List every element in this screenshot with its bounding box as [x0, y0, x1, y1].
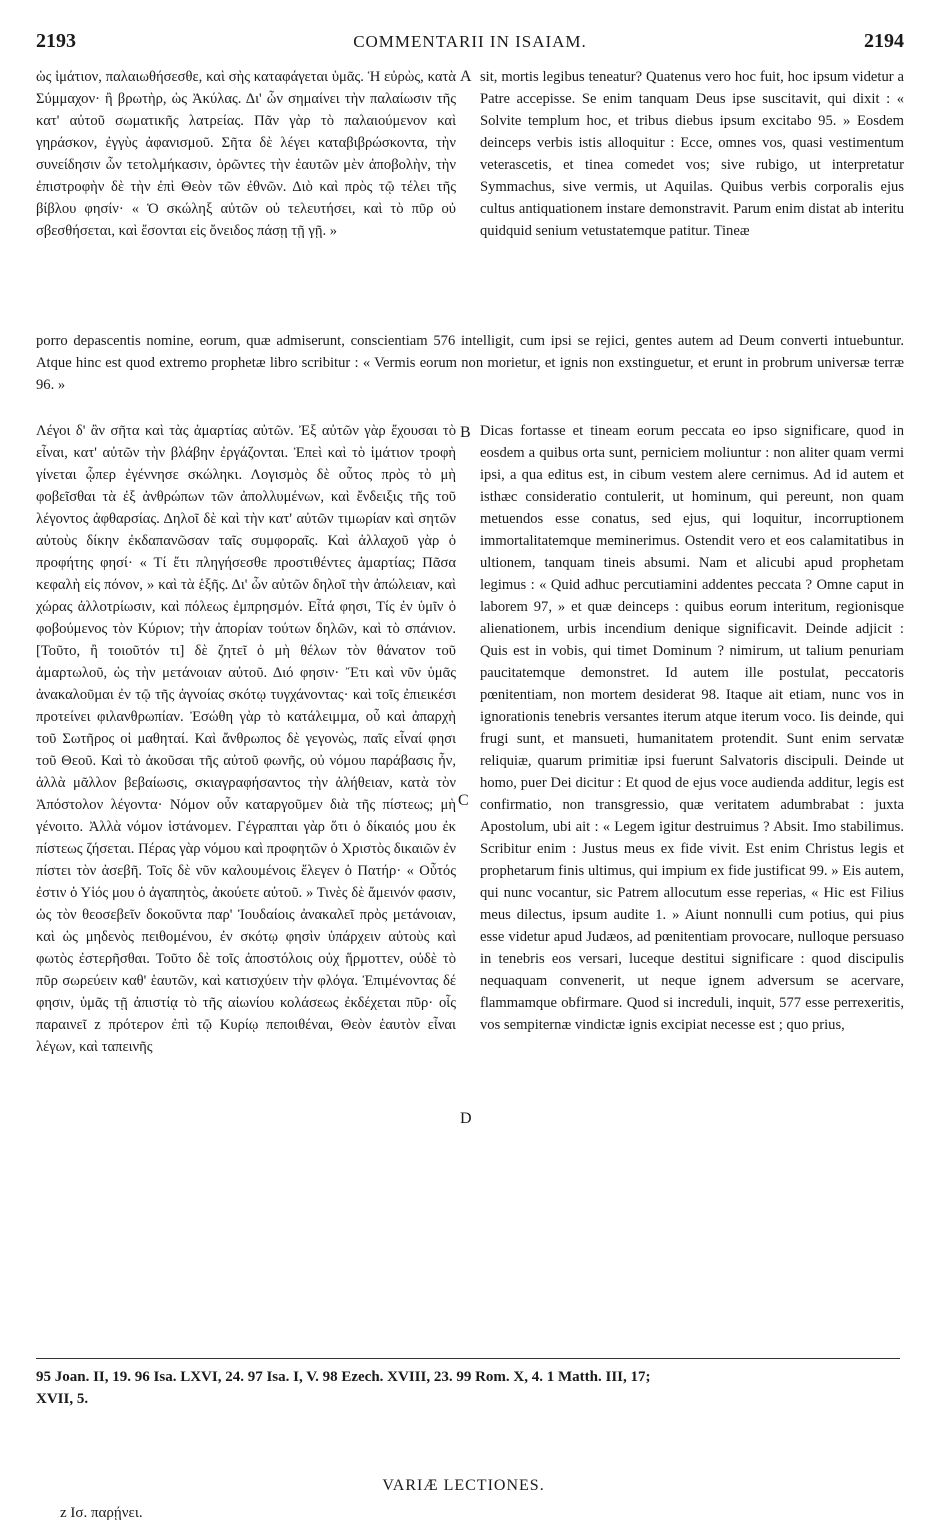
footnotes-line-2: XVII, 5.: [36, 1391, 89, 1407]
page-header: [36, 30, 904, 60]
footnotes-line-1: 95 Joan. II, 19. 96 Isa. LXVI, 24. 97 Isa. I, V. 98 Ezech. XVIII, 23. 99 Rom. X, 4. 1 Matth. III, 17;: [36, 1369, 651, 1385]
variae-lectiones-note: z Ισ. παρῄνει.: [60, 1505, 143, 1521]
greek-column-top: ὡς ἱμάτιον, παλαιωθήσεσθε, καὶ σὴς καταφάγεται ὑμᾶς. Ἡ εὐρὼς, κατὰ Σύμμαχον· ἢ βρωτὴρ, ὡς Ἀκύλας. Δι' ὧν σημαίνει τὴν παλαίωσιν τῆς κατ' αὐτοῦ σωματικῆς λατρείας. Πᾶν γὰρ τὸ παλαιούμενον καὶ γηράσκον, ἐγγὺς ἀφανισμοῦ. Σῆτα δὲ λέγει καταβιβρώσκοντα, τὴν συνείδησιν ὧν τετολμήκασιν, ὁρῶντες τὴν ἑαυτῶν μὲν ἀποβολὴν, τὴν ἐπιστροφὴν δὲ τὴν ἐπὶ Θεὸν τῶν ἐθνῶν. Διὸ καὶ πρὸς τῷ τέλει τῆς βίβλου φησίν· « Ὁ σκώληξ αὐτῶν οὐ τελευτήσει, καὶ τὸ πῦρ οὐ σβεσθήσεται, καὶ ἔσονται εἰς ὄνειδος πάσῃ τῇ γῇ. »: [36, 69, 456, 239]
right-page-number: 2194: [864, 30, 904, 52]
margin-marker-c: C: [458, 792, 469, 809]
margin-marker-d: D: [460, 1110, 472, 1127]
margin-marker-a: A: [460, 68, 472, 85]
latin-column-top: sit, mortis legibus teneatur? Quatenus vero hoc fuit, hoc ipsum videtur a Patre accepisse. Se enim tanquam Deus ipse suscitavit, qui dixit : « Solvite templum hoc, et tribus diebus ipsum excitabo 95. » Eosdem deinceps verbis istis alloquitur : Ecce, omnes vos, quasi vestimentum veterascetis, et tinea comedet vos; sive rubigo, ut interpretatur Symmachus, sive vermis, ut Aquilas. Quibus verbis corporalis ejus cultus antiquationem instare demonstravit. Parum enim distat ab interitu quidquid senium vetustatemque patitur. Tineæ: [480, 69, 904, 239]
latin-span-paragraph: porro depascentis nomine, eorum, quæ admiserunt, conscientiam 576 intelligit, cum ipsi se rejici, gentes autem ad Deum converti intuebuntur. Atque hinc est quod extremo prophetæ libro scribitur : « Vermis eorum non morietur, et ignis non exstinguetur, et erunt in probrum universæ terræ 96. »: [36, 333, 904, 393]
footnote-rule: [36, 1358, 900, 1359]
running-title: COMMENTARII IN ISAIAM.: [353, 32, 587, 51]
greek-column-bottom: Λέγοι δ' ἂν σῆτα καὶ τὰς ἁμαρτίας αὐτῶν. Ἐξ αὐτῶν γὰρ ἔχουσαι τὸ εἶναι, κατ' αὐτῶν τὴν βλάβην ἐργάζονται. Ἐπεὶ καὶ τὸ ἱμάτιον τροφὴ γίνεται ᾧπερ ἐγέννησε σκώληκι. Λογισμὸς δὲ οὗτος πρὸς τὸ μὴ φοβεῖσθαι τὰ ἐξ ἀνθρώπων τῶν ἀπολλυμένων, καὶ ἔνδειξις τῆς τοῦ λέγοντος ἀφθαρσίας. Δηλοῖ δὲ καὶ τὴν κατ' αὐτῶν τιμωρίαν καὶ σητῶν αὐτοὺς δίκην ἐκδαπανῶσαν ταῖς συμφοραῖς. Καὶ ἀλλαχοῦ γὰρ ὁ προφήτης φησί· « Τί ἔτι πληγήσεσθε προστιθέντες ἁμαρτίας; Πᾶσα κεφαλὴ εἰς πόνον, » καὶ τὰ ἑξῆς. Δι' ὧν αὐτῶν δηλοῖ τὴν ἀπώλειαν, καὶ χώρας ἀλλοτρίωσιν, καὶ πόλεως ἐμπρησμόν. Εἶτά φησι, Τίς ἐν ὑμῖν ὁ φοβούμενος τὸν Κύριον; τὴν ἀπορίαν τούτων δηλῶν, καὶ τὸ σπάνιον. [Τοῦτο, ἢ τοιοῦτόν τι] δὲ ζητεῖ ὁ μὴ θέλων τὸν θάνατον τοῦ ἁμαρτωλοῦ, ὡς τὴν μετάνοιαν αὐτοῦ. Διό φησιν· Ἔτι καὶ νῦν ὑμᾶς ἀνακαλοῦμαι ἐν τῷ τῆς ἀγνοίας σκότῳ τυγχάνοντας· καὶ τοῖς ἐπιεικέσι προτείνει φιλανθρωπίαν. Ἐσώθη γὰρ τὸ κατάλειμμα, οὗ καὶ ἀπαρχὴ τοῦ Σωτῆρος οἱ μαθηταί. Καὶ ἄνθρωπος δὲ γεγονὼς, παῖς εἶναί φησι τοῦ Θεοῦ. Καὶ τὸ ἀκοῦσαι τῆς αὐτοῦ φωνῆς, οὐ νόμου παράβασις ἦν, ἀλλὰ μᾶλλον βεβαίωσις, σκιαγραφήσαντος τὴν ἀλήθειαν, κατὰ τὸν Ἀπόστολον λέγοντα· Νόμον οὖν καταργοῦμεν διὰ τῆς πίστεως; μὴ γένοιτο. Ἀλλὰ νόμον ἱστάνομεν. Γέγραπται γὰρ ὅτι ὁ δίκαιός μου ἐκ πίστεως ζήσεται. Πέρας γὰρ νόμου καὶ προφητῶν ὁ Χριστὸς δικαιῶν ἐν πίστει τὸν ἀσεβῆ. Τοῖς δὲ νῦν καλουμένοις ἔλεγεν ὁ Πατήρ· « Οὗτός ἐστιν ὁ Υἱός μου ὁ ἀγαπητὸς, ἀκούετε αὐτοῦ. » Τινὲς δὲ ἄμεινόν φασιν, ὡς τὸν θεοσεβεῖν δοκοῦντα παρ' Ἰουδαίοις ἀνακαλεῖ πρὸς μετάνοιαν, καὶ ὡς μηδενὸς πειθομένου, ἐν σκότῳ φησὶν ὑπάρχειν αὐτοὺς καὶ φωτὸς ἐστερῆσθαι. Τοῦτο δὲ τοῖς ἀποστόλοις οὐχ ἥρμοττεν, οὐδὲ τὸ πῦρ σωρεύειν καθ' ἑαυτῶν, καὶ κατισχύειν τὴν φλόγα. Ἐπιμένοντας δέ φησιν, ὑμᾶς τῇ ἀπιστίᾳ τὸ τῆς αἰωνίου κολάσεως ἐκδέχεται πῦρ· οἷς παραινεῖ z πρότερον ἐπὶ τῷ Κυρίῳ πεποιθέναι, Θεὸν ἑαυτὸν εἶναι λέγων, καὶ ταπεινῆς: [36, 423, 456, 1055]
latin-column-bottom: Dicas fortasse et tineam eorum peccata eo ipso significare, quod in eosdem a quibus orta sunt, perniciem moliuntur : non aliter quam vermi ipsi, a qua editus est, in cibum vestem alere cernimus. Ad id autem et isthæc consideratio contulerit, ut hominum, qui pereunt, non quam metuendos esse conatus, sed ejus, qui loquitur, incorruptionem immortalitatemque meminerimus. Ostendit vero et eos calamitatibus in ultionem, tanquam tineis absumi. Nam et alicubi apud prophetam legimus : « Quid adhuc percutiamini addentes peccata ? Omne caput in laborem 97, » et quæ deinceps : quibus eorum interitum, regionisque alienationem, urbis incendium denique significavit. Deinde adjicit : Quis est in vobis, qui timet Dominum ? nimirum, ut talium penuriam paucitatemque demonstret. Id autem ille postulat, peccatoris pœnitentiam, non mortem desiderat 98. Itaque ait etiam, nunc vos in ignorationis tenebris versantes iterum atque iterum voco. Iis deinde, qui frugi sunt, et mansueti, humanitatem protendit. Sunt enim servatæ reliquiæ, quarum primitiæ ipsi fuerunt Salvatoris discipuli. Deinde ut homo, puer Dei dicitur : Et quod de ejus voce audienda additur, legis est confirmatio, non transgressio, quæ veritatem adumbrabat : juxta Apostolum, ubi ait : « Legem igitur destruimus ? Absit. Imo stabilimus. Scribitur enim : Justus meus ex fide vivit. Est enim Christus legis et prophetarum finis ultimus, qui impium ex fide justificat 99. » Eis autem, qui nunc vocantur, sic Patrem allocutum esse reperias, « Hic est Filius meus dilectus, ipsum audite 1. » Aiunt nonnulli cum potius, qui pius esse videtur apud Judæos, ad pœnitentiam provocare, nulloque persuaso in tenebris eos versari, luceque destitui significare : quod discipulis nequaquam convenerit, ut neque ignem adversum se acervare, flammamque obfirmare. Quod si increduli, inquit, 577 esse perrexeritis, vos sempiternæ vindictæ ignis excipiat necesse est ; quo prius,: [480, 423, 904, 1033]
margin-marker-b: B: [460, 424, 471, 441]
variae-lectiones-heading: VARIÆ LECTIONES.: [382, 1477, 545, 1494]
left-page-number: 2193: [36, 30, 76, 52]
